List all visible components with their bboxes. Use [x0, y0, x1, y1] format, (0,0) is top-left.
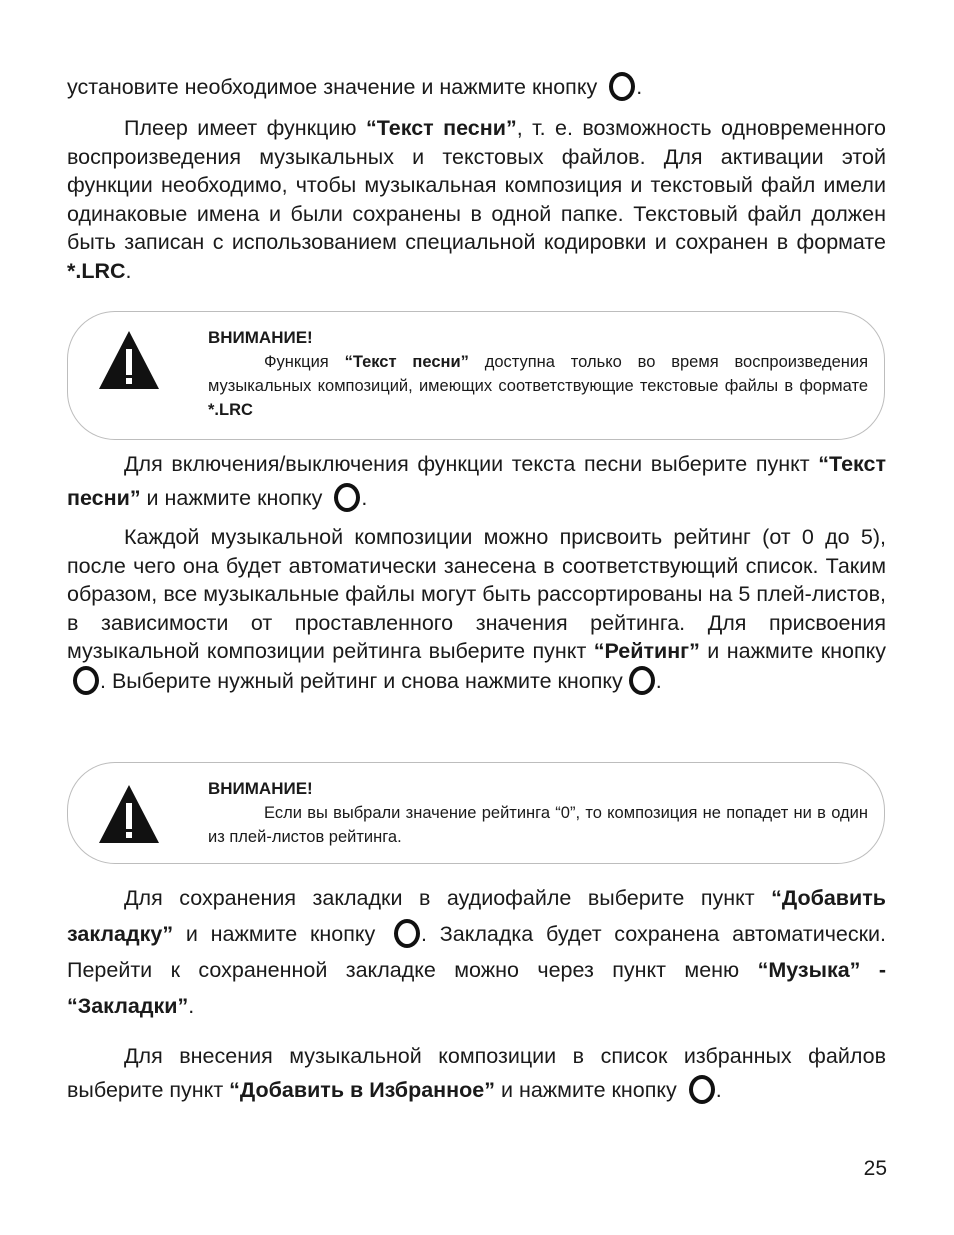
circle-button-icon [629, 666, 655, 695]
warning-title: ВНИМАНИЕ! [208, 779, 313, 798]
warning-title: ВНИМАНИЕ! [208, 328, 313, 347]
warning-body: Если вы выбрали значение рейтинга “0”, то композиция не попадет ни в один из плей-листов рейтинга. [208, 804, 868, 846]
paragraph-6: Для внесения музыкальной композиции в список избранных файлов выберите пункт “Добавить в Избранное” и нажмите кнопку . [67, 1044, 886, 1102]
circle-button-icon [73, 666, 99, 695]
warning-note-2 [67, 762, 885, 864]
warning-note-1-text [208, 326, 868, 422]
warning-triangle-icon [98, 783, 160, 845]
warning-triangle-icon [98, 329, 160, 391]
paragraph-1: установите необходимое значение и нажмите кнопку . [67, 72, 886, 102]
warning-body: Функция “Текст песни” доступна только во время воспроизведения музыкальных композиций, имеющих соответствующие текстовые файлы в формате *.LRC [208, 353, 869, 419]
paragraph-3: Для включения/выключения функции текста песни выберите пункт “Текст песни” и нажмите кнопку . [67, 452, 886, 510]
circle-button-icon [689, 1075, 715, 1104]
warning-note-2-text [208, 777, 868, 849]
circle-button-icon [609, 72, 635, 101]
circle-button-icon [334, 483, 360, 512]
paragraph-4: Каждой музыкальной композиции можно присвоить рейтинг (от 0 до 5), после чего она будет автоматически занесена в соответствующий список. Таким образом, все музыкальные файлы могут быть рассортированы на 5 плей-листов, в зависимости от проставленного значения рейтинга. Для присвоения музыкальной композиции рейтинга выберите пункт “Рейтинг” и нажмите кнопку . Выберите нужный рейтинг и снова нажмите кнопку . [67, 525, 886, 693]
paragraph-5: Для сохранения закладки в аудиофайле выберите пункт “Добавить закладку” и нажмите кнопку . Закладка будет сохранена автоматически. Перейти к сохраненной закладке можно через пункт меню “Музыка” - “Закладки”. [67, 886, 886, 1018]
circle-button-icon [394, 919, 420, 948]
warning-note-1 [67, 311, 885, 440]
paragraph-2: Плеер имеет функцию “Текст песни”, т. е. возможность одновременного воспроизведения музыкальных и текстовых файлов. Для активации этой функции необходимо, чтобы музыкальная композиция и текстовый файл имели одинаковые имена и были сохранены в одной папке. Текстовый файл должен быть записан с использованием специальной кодировки и сохранен в формате *.LRC. [67, 116, 887, 283]
page-number: 25 [863, 1157, 887, 1180]
